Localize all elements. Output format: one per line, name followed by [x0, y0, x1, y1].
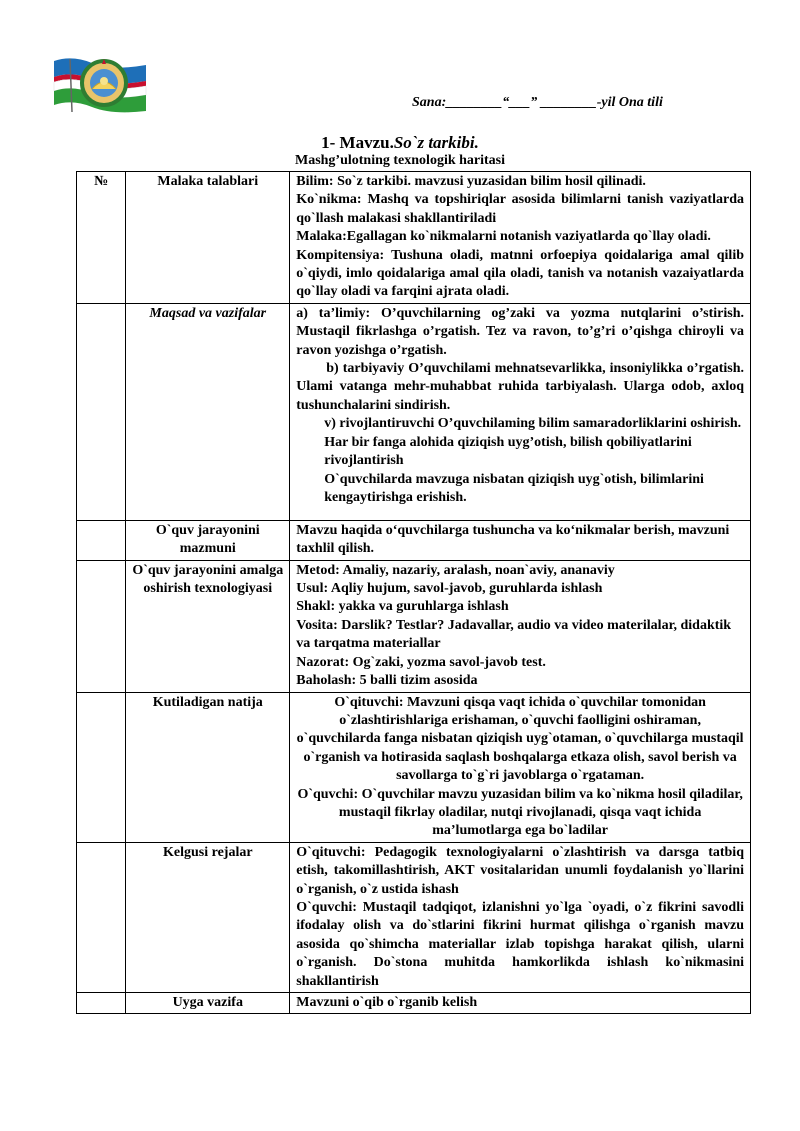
lesson-topic: So`z tarkibi. [393, 133, 479, 152]
number-cell [77, 303, 126, 520]
content-line: Vosita: Darslik? Testlar? Jadavallar, audio va video materilalar, didaktik va tarqatma materiallar [296, 617, 732, 652]
row-content [290, 520, 751, 560]
row-label: Maqsad va vazifalar [126, 303, 290, 520]
content-line: Bilim: So`z tarkibi. mavzusi yuzasidan bilim hosil qilinadi. [296, 174, 646, 189]
number-header: № [77, 172, 126, 304]
content-line: O`qituvchi: Pedagogik texnologiyalarni o`zlashtirish va darsga tatbiq etish, takomillashtirish, AKT vositalaridan unumli foydalanish yo`llarini o`rganish, o`z ustida ishash [296, 844, 744, 897]
content-line: v) rivojlantiruvchi O’quvchilaming bilim samaradorliklarini oshirish. Har bir fanga alohida qiziqish uyg’otish, bilish qobiliyatlarini rivojlantirish [324, 416, 742, 469]
row-content [290, 172, 751, 304]
lesson-title-prefix: 1- Mavzu. [321, 133, 394, 152]
content-line: O`quvchi: Mustaqil tadqiqot, izlanishni yo`lga `oyadi, o`z fikrini savodli ifodalay olish va do`stlarini fikrini hurmat qilishga o`rganish mavzu asosida qo`shimcha materiallar izlab topishga harakat qilish, ularni o`rganish. Do`stona muhitda hamkorlikda ishlash ko`nikmasini shakllantirish [296, 899, 744, 989]
content-line: O`qituvchi: Mavzuni qisqa vaqt ichida o`quvchilar tomonidan o`zlashtirishlariga erishaman, o`quvchi faolligini oshiraman, o`quvchilarda fanga nisbatan qiziqish uyg`otaman, o`quvchilarga mustaqil o`rganish va hotirasida saqlash boshqalarga etkaza olish, savol berish va savollarga to`g`ri javoblarga o`rgataman. [296, 694, 744, 784]
row-label: O`quv jarayonini mazmuni [126, 520, 290, 560]
content-line: Usul: Aqliy hujum, savol-javob, guruhlarda ishlash [296, 581, 603, 597]
date-line: Sana:________“___” ________-yil Ona tili [412, 95, 663, 110]
row-content [290, 993, 751, 1014]
content-line: Shakl: yakka va guruhlarga ishlash [296, 599, 509, 615]
content-line: Ko`nikma: Mashq va topshiriqlar asosida bilimlarni tanish vaziyatlarda qo`llash malakasi shakllantiriladi [296, 192, 744, 226]
row-content [290, 560, 751, 692]
number-cell [77, 842, 126, 992]
content-line: O`quvchi: O`quvchilar mavzu yuzasidan bilim va ko`nikma hosil qiladilar, mustaqil fikrlay oladilar, nutqi rivojlanadi, qisqa vaqt ichida ma’lumotlarga ega bo`ladilar [297, 786, 743, 839]
content-line: Kompitensiya: Tushuna oladi, matnni orfoepiya qoidalariga amal qilib o`qiydi, imlo qoidalariga amal qila oladi, tanish va notanish vazaiyatlarda qo`llay oladi va farqini ajrata oladi. [296, 247, 744, 300]
row-label: Malaka talablari [126, 172, 290, 304]
content-line: Malaka:Egallagan ko`nikmalarni notanish vaziyatlarda qo`llay oladi. [296, 229, 711, 245]
row-label: Uyga vazifa [126, 993, 290, 1014]
row-label: O`quv jarayonini amalga oshirish texnologiyasi [126, 560, 290, 692]
content-line: Nazorat: Og`zaki, yozma savol-javob test. [296, 654, 546, 670]
row-content [290, 303, 751, 520]
table-row [77, 172, 751, 304]
number-cell [77, 692, 126, 842]
table-row [77, 842, 751, 992]
content-line: Mavzu haqida o‘quvchilarga tushuncha va ko‘nikmalar berish, mavzuni taxhlil qilish. [296, 522, 730, 557]
row-label: Kutiladigan natija [126, 692, 290, 842]
content-line: a) ta’limiy: O’quvchilarning og’zaki va yozma nutqlarini o’stirish. Mustaqil fikrlashga o’rgatish. Tez va ravon, to’g’ri o’qishga chiroyli va ravon yozishga o’rgatish. [296, 305, 744, 358]
content-line: Metod: Amaliy, nazariy, aralash, noan`aviy, ananaviy [296, 562, 615, 578]
table-row [77, 303, 751, 520]
table-row [77, 692, 751, 842]
content-line: Baholash: 5 balli tizim asosida [296, 673, 478, 689]
content-line: O`quvchilarda mavzuga nisbatan qiziqish uyg`otish, bilimlarini kengaytirishga erishish. [324, 471, 704, 505]
technology-map-table [76, 171, 751, 1014]
content-line: b) tarbiyaviy O’quvchilami mehnatsevarlikka, insoniylikka o’rgatish. Ulami vatanga mehr-muhabbat ruhida tarbiyalash. Ularga odob, axloq tushunchalarini sindirish. [296, 361, 744, 413]
row-label: Kelgusi rejalar [126, 842, 290, 992]
table-row [77, 560, 751, 692]
lesson-title [0, 133, 800, 153]
table-row [77, 993, 751, 1014]
number-cell [77, 993, 126, 1014]
row-content [290, 842, 751, 992]
table-row [77, 520, 751, 560]
document-subtitle: Mashg’ulotning texnologik haritasi [294, 153, 506, 168]
row-content [290, 692, 751, 842]
number-cell [77, 520, 126, 560]
content-line: Mavzuni o`qib o`rganib kelish [296, 995, 478, 1010]
number-cell [77, 560, 126, 692]
uzbekistan-emblem-icon [52, 55, 148, 113]
